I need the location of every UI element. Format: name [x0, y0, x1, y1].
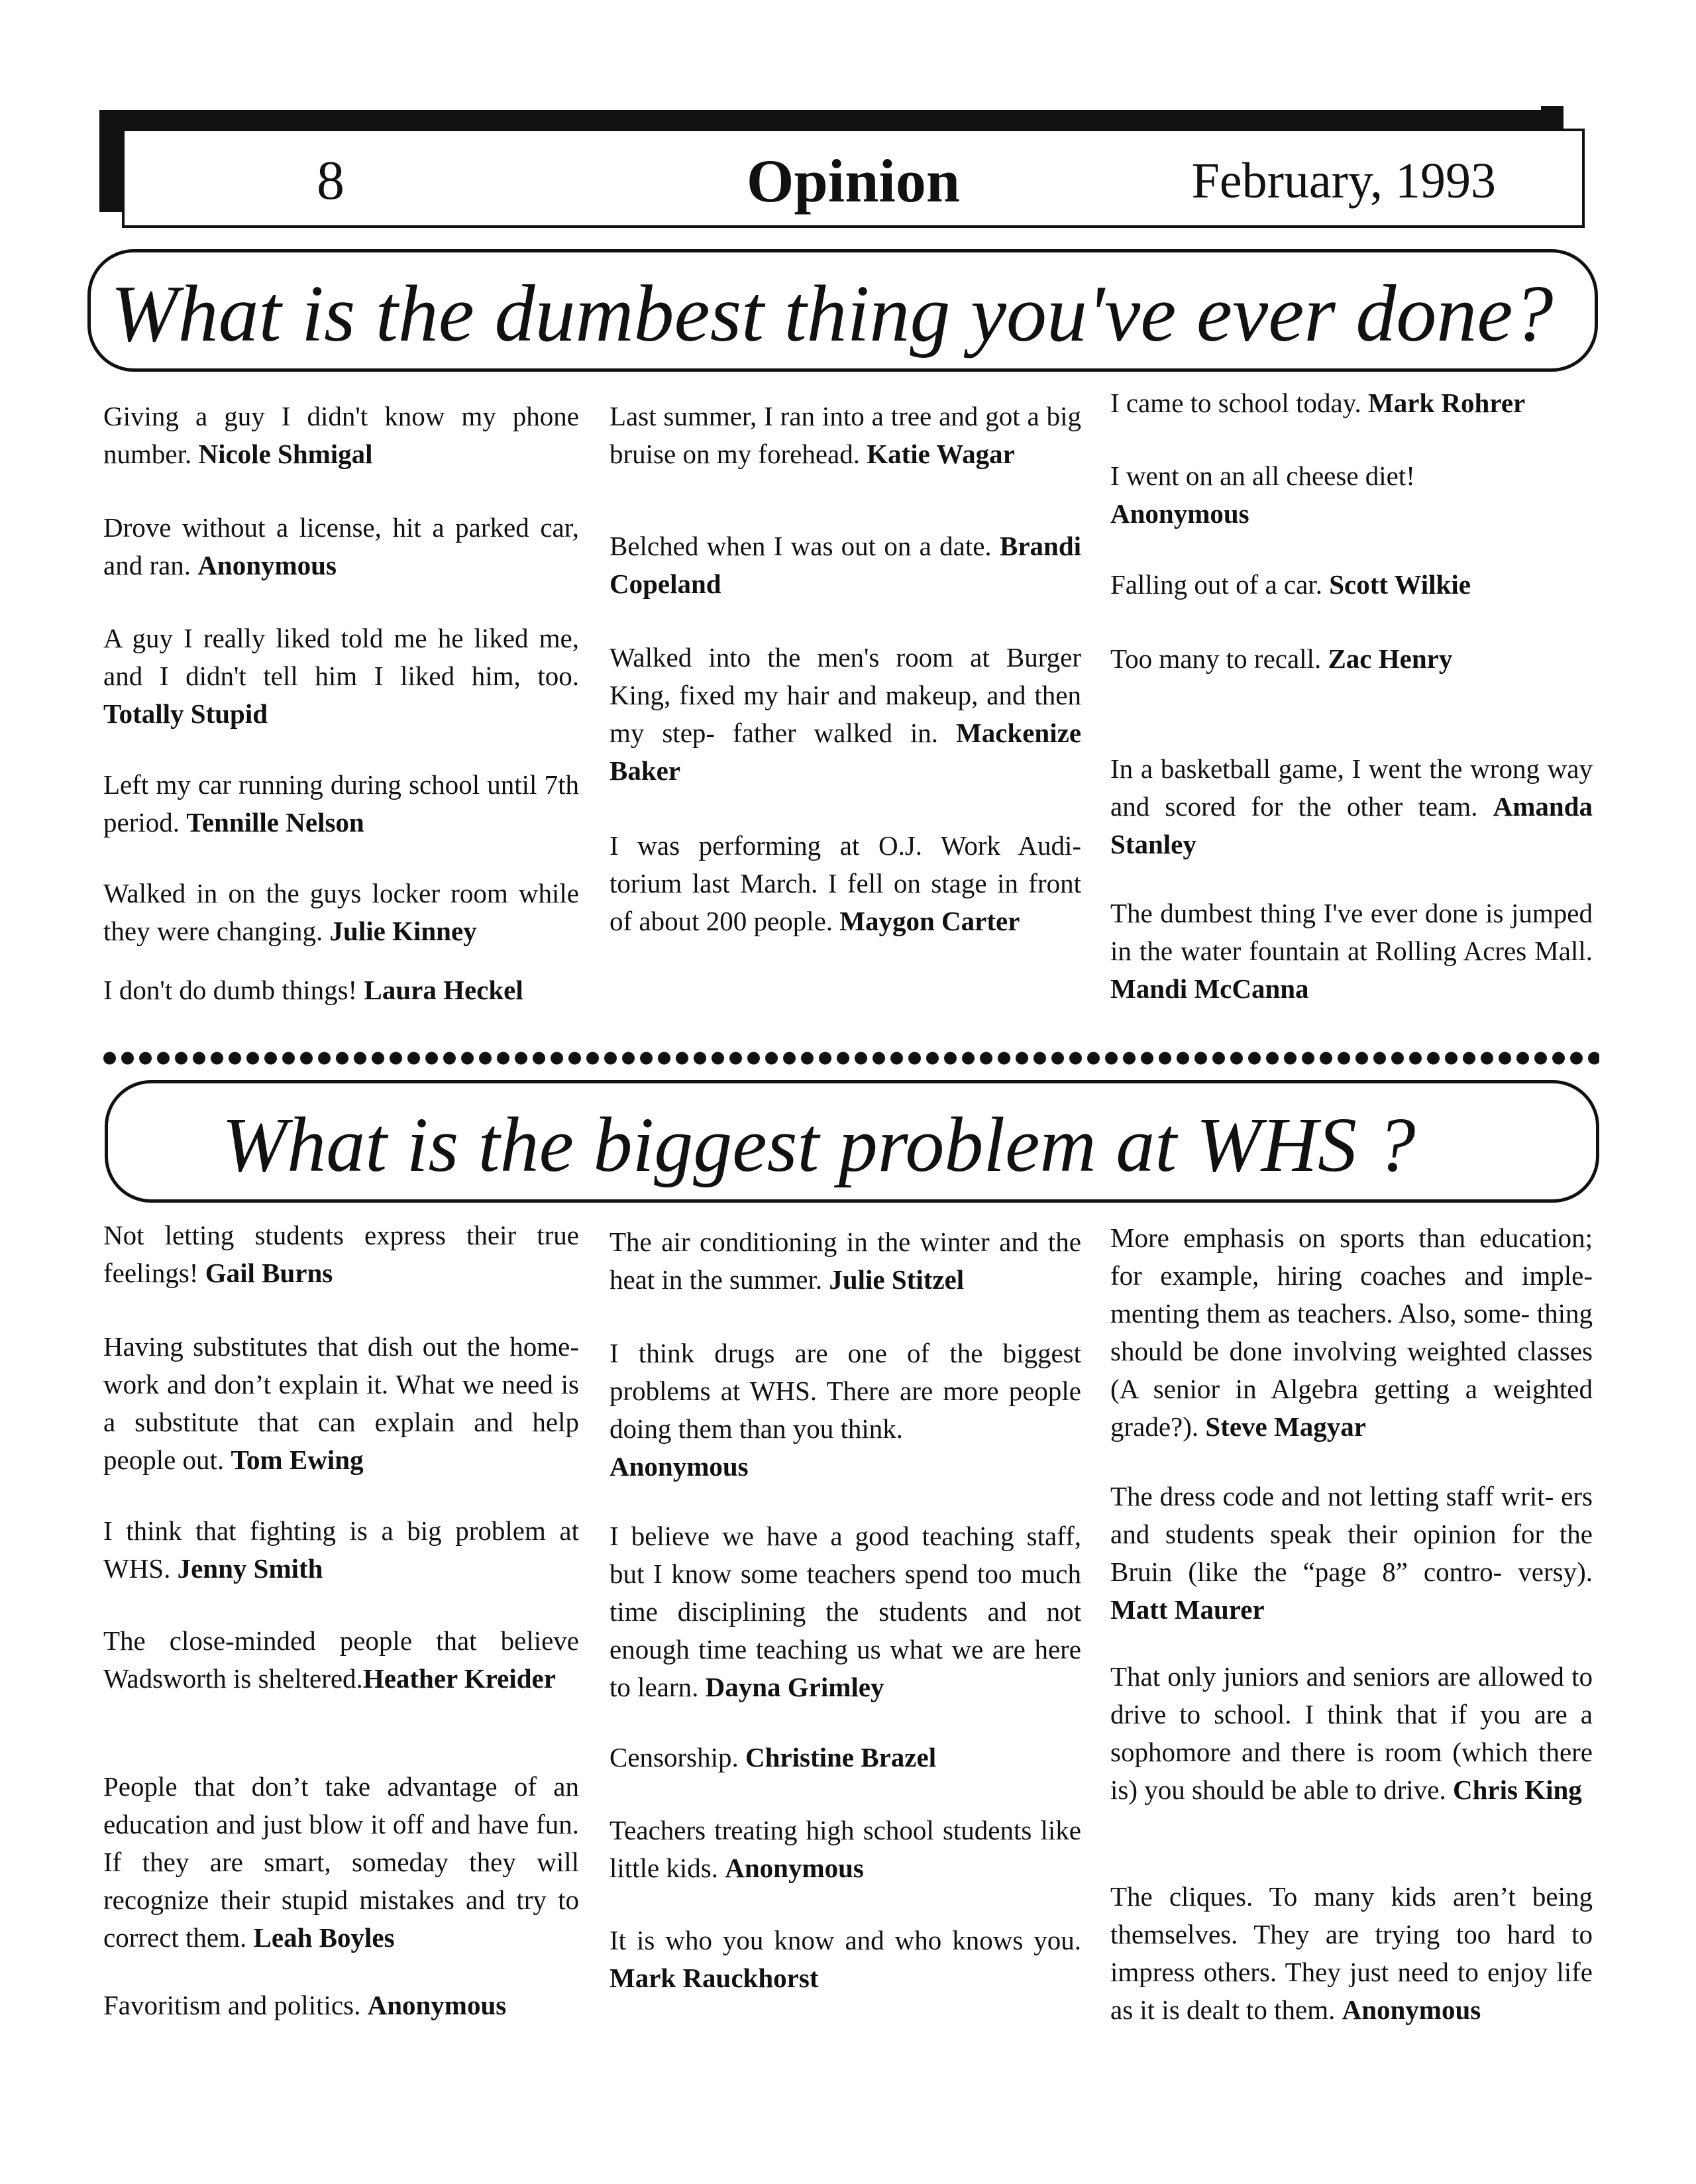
- response-text: Favoritism and politics.: [103, 1990, 361, 2020]
- dotted-divider: [101, 1048, 1599, 1068]
- respondent-name: Christine Brazel: [745, 1742, 937, 1773]
- response-text: It is who you know and who knows you.: [610, 1925, 1081, 1955]
- response-text: Too many to recall.: [1110, 643, 1322, 674]
- response-text: The close-minded people that believe Wadsworth is sheltered.: [103, 1625, 579, 1694]
- respondent-name: Julie Kinney: [329, 916, 477, 946]
- response-text: Left my car running during school until 7th period.: [103, 769, 579, 838]
- response-text: In a basketball game, I went the wrong way and scored for the other team.: [1110, 753, 1593, 822]
- response-text: The dumbest thing I've ever done is jumped in the water fountain at Rolling Acres Mall.: [1110, 898, 1593, 966]
- header-shadow-left: [99, 110, 123, 212]
- respondent-name: Totally Stupid: [103, 698, 268, 729]
- response: [1110, 1658, 1593, 1809]
- response-text: I came to school today.: [1110, 388, 1361, 418]
- response: [103, 398, 579, 473]
- respondent-name: Amanda Stanley: [1110, 791, 1593, 859]
- response: [103, 1328, 579, 1479]
- respondent-name: Anonymous: [1342, 1994, 1481, 2025]
- response: [1110, 566, 1593, 604]
- response-text: Censorship.: [610, 1742, 739, 1773]
- respondent-name: Zac Henry: [1328, 643, 1453, 674]
- response-text: Walked into the men's room at Burger King, fixed my hair and makeup, and then my step- father walked in.: [610, 642, 1081, 748]
- respondent-name: Matt Maurer: [1110, 1594, 1265, 1625]
- response: [1110, 457, 1593, 533]
- respondent-name: Anonymous: [367, 1990, 507, 2020]
- response: [610, 1223, 1081, 1299]
- response-text: Having substitutes that dish out the home- work and don’t explain it. What we need is a substitute that can explain and help people out.: [103, 1331, 579, 1475]
- respondent-name: Steve Magyar: [1205, 1411, 1366, 1442]
- response: [610, 827, 1081, 940]
- response-text: Last summer, I ran into a tree and got a big bruise on my forehead.: [610, 401, 1081, 469]
- respondent-name: Scott Wilkie: [1329, 569, 1471, 600]
- question-dumbest: What is the dumbest thing you've ever done?: [111, 269, 1554, 358]
- respondent-name: Maygon Carter: [839, 906, 1020, 936]
- respondent-name: Tom Ewing: [231, 1445, 364, 1475]
- issue-date: February, 1993: [1191, 153, 1496, 209]
- response-text: Belched when I was out on a date.: [610, 531, 992, 561]
- respondent-name: Dayna Grimley: [705, 1672, 884, 1702]
- respondent-name: Mark Rohrer: [1368, 388, 1526, 418]
- response: [1110, 384, 1593, 422]
- response: [610, 398, 1081, 473]
- respondent-name: Tennille Nelson: [186, 807, 364, 838]
- response-text: The cliques. To many kids aren’t being themselves. They are trying too hard to impress others. They just need to enjoy life as it is dealt to them.: [1110, 1881, 1593, 2025]
- response-text: I don't do dumb things!: [103, 975, 358, 1005]
- response: [610, 1922, 1081, 1997]
- response-text: I was performing at O.J. Work Audi- torium last March. I fell on stage in front of about 200 people.: [610, 830, 1081, 936]
- response-text: Giving a guy I didn't know my phone number.: [103, 401, 579, 469]
- response: [610, 1812, 1081, 1887]
- response: [610, 639, 1081, 790]
- respondent-name: Heather Kreider: [362, 1663, 556, 1694]
- response: [610, 1335, 1081, 1486]
- response: [1110, 895, 1593, 1008]
- respondent-name: Gail Burns: [205, 1258, 333, 1288]
- response: [1110, 1878, 1593, 2029]
- response-text: The air conditioning in the winter and the heat in the summer.: [610, 1227, 1081, 1295]
- response: [103, 1768, 579, 1957]
- respondent-name: Jenny Smith: [177, 1553, 323, 1584]
- respondent-name: Anonymous: [610, 1451, 749, 1482]
- respondent-name: Chris King: [1452, 1774, 1582, 1805]
- respondent-name: Anonymous: [725, 1853, 864, 1883]
- response-text: People that don’t take advantage of an education and just blow it off and have fun. If they are smart, someday they will recognize their stupid mistakes and try to correct them.: [103, 1771, 579, 1953]
- respondent-name: Laura Heckel: [364, 975, 523, 1005]
- respondent-name: Katie Wagar: [867, 439, 1015, 469]
- response-text: I think drugs are one of the biggest problems at WHS. There are more people doing them than you think.: [610, 1338, 1081, 1444]
- response: [103, 620, 579, 733]
- respondent-name: Mackenize Baker: [610, 718, 1082, 786]
- respondent-name: Anonymous: [197, 550, 337, 580]
- response: [1110, 1219, 1593, 1446]
- response-text: That only juniors and seniors are allowed to drive to school. I think that if you are a sophomore and there is room (which there is) you should be able to drive.: [1110, 1661, 1593, 1805]
- response-text: A guy I really liked told me he liked me, and I didn't tell him I liked him, too.: [103, 623, 579, 691]
- response-text: Walked in on the guys locker room while they were changing.: [103, 878, 579, 946]
- response-text: Not letting students express their true feelings!: [103, 1220, 579, 1288]
- page-header: [122, 129, 1585, 228]
- section-title: Opinion: [746, 147, 961, 215]
- response: [103, 1987, 579, 2024]
- respondent-name: Leah Boyles: [253, 1922, 395, 1953]
- question-banner-dumbest: [87, 249, 1598, 372]
- page-number: 8: [317, 150, 344, 211]
- question-biggest-problem: What is the biggest problem at WHS ?: [222, 1101, 1416, 1188]
- response-text: Teachers treating high school students like little kids.: [610, 1815, 1081, 1883]
- response-text: More emphasis on sports than education; for example, hiring coaches and imple- menting them as teachers. Also, some- thing should be done involving weighted classes (A senior in Algebra getting a weighted grade?).: [1110, 1223, 1593, 1442]
- response-text: Drove without a license, hit a parked car, and ran.: [103, 512, 579, 580]
- response: [103, 509, 579, 584]
- header-shadow-top: [99, 110, 1561, 130]
- response-text: I went on an all cheese diet!: [1110, 461, 1415, 491]
- response-text: The dress code and not letting staff writ- ers and students speak their opinion for the Bruin (like the “page 8” contro- versy).: [1110, 1481, 1593, 1587]
- response-text: I think that fighting is a big problem at WHS.: [103, 1515, 579, 1584]
- response: [103, 766, 579, 842]
- response: [103, 971, 541, 1009]
- question-banner-biggest-problem: [105, 1080, 1599, 1203]
- response: [103, 1512, 579, 1588]
- response: [103, 1217, 579, 1292]
- header-shadow-right-tab: [1541, 106, 1564, 130]
- response: [103, 1622, 579, 1698]
- response: [1110, 750, 1593, 863]
- response: [1110, 1478, 1593, 1629]
- respondent-name: Julie Stitzel: [829, 1264, 965, 1295]
- response: [1110, 640, 1593, 678]
- response: [610, 1739, 1081, 1776]
- respondent-name: Anonymous: [1110, 498, 1249, 529]
- respondent-name: Mark Rauckhorst: [610, 1963, 819, 1993]
- response: [610, 1517, 1081, 1706]
- response: [103, 875, 579, 950]
- respondent-name: Mandi McCanna: [1110, 973, 1309, 1004]
- response: [610, 527, 1081, 603]
- response-text: Falling out of a car.: [1110, 569, 1322, 600]
- respondent-name: Nicole Shmigal: [198, 439, 373, 469]
- response-text: I believe we have a good teaching staff, but I know some teachers spend too much time disciplining the students and not enough time teaching us what we are here to learn.: [610, 1521, 1081, 1702]
- respondent-name: Brandi Copeland: [610, 531, 1082, 599]
